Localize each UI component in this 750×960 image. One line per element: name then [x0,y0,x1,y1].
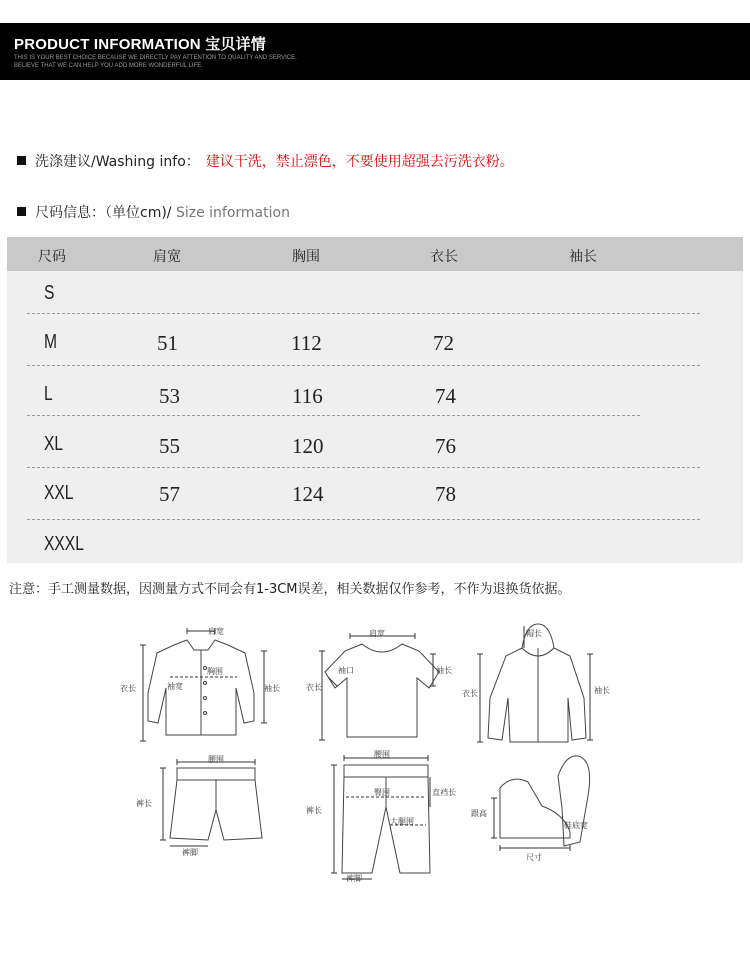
chest-cell: 124 [292,482,324,506]
shoe-width-label: 鞋底宽 [564,821,588,830]
bullet-square-icon [17,207,26,216]
shoe-heel-label: 跟高 [471,809,487,818]
pants-diagram [302,745,472,885]
banner-subtitle [14,54,297,70]
size-cell: XL [44,433,64,455]
row-divider [27,467,700,468]
bullet-square-icon [17,156,26,165]
pants-hip-label: 臀围 [374,788,390,797]
pants-rise-label: 直裆长 [432,788,456,797]
shoulder-cell: 55 [159,434,180,458]
row-divider [27,415,640,416]
tshirt-length-label: 衣长 [306,683,322,692]
shoe-size-label: 尺寸 [526,853,542,862]
banner-title: PRODUCT INFORMATION 宝贝详情 [14,36,267,53]
size-info-label-en: Size information [171,205,290,221]
shoe-diagram [468,748,608,868]
tshirt-cuff-label: 袖口 [338,666,354,675]
size-cell: S [44,282,55,304]
washing-value: 建议干洗，禁止漂色，不要使用超强去污洗衣粉。 [205,154,514,170]
length-cell: 78 [435,482,456,506]
tshirt-diagram [305,624,465,749]
row-divider [27,365,700,366]
size-cell: L [44,383,53,405]
length-cell: 74 [435,384,456,408]
pants-length-label: 裤长 [306,806,322,815]
shorts-diagram [130,750,280,860]
length-cell: 72 [433,331,454,355]
shirt-length-label: 衣长 [120,684,136,693]
measurement-note: 注意：手工测量数据，因测量方式不同会有1-3CM误差，相关数据仅作参考，不作为退换货依据。 [9,582,571,597]
size-cell: M [44,331,58,353]
chest-cell: 116 [292,384,323,408]
shirt-shoulder-label: 肩宽 [208,627,224,636]
shoulder-cell: 51 [157,331,178,355]
header-shoulder: 肩宽 [153,249,181,265]
header-sleeve: 袖长 [569,249,597,265]
pants-waist-label: 腰围 [374,750,390,759]
shirt-diagram [112,623,302,748]
tshirt-shoulder-label: 肩宽 [369,629,385,638]
hoodie-sleeve-length-label: 袖长 [594,686,610,695]
tshirt-sleeve-length-label: 袖长 [436,666,452,675]
row-divider [27,313,700,314]
banner-subtitle-line1: THIS IS YOUR BEST CHOICE BECAUSE WE DIRECTLY PAY ATTENTION TO QUALITY AND SERVICE. [14,55,297,61]
hoodie-length-label: 衣长 [462,689,478,698]
table-header [7,237,743,271]
pants-hem-label: 裤脚 [346,874,362,883]
size-cell: XXXL [44,533,84,555]
shoulder-cell: 53 [159,384,180,408]
shoulder-cell: 57 [159,482,180,506]
shirt-sleeve-length-label: 袖长 [264,684,280,693]
chest-cell: 112 [291,331,322,355]
header-size: 尺码 [38,249,66,265]
hoodie-hood-label: 帽长 [526,629,542,638]
header-banner [0,23,750,80]
shirt-chest-label: 胸围 [207,667,223,676]
chest-cell: 120 [292,434,324,458]
shorts-hem-label: 裤脚 [182,848,198,857]
size-cell: XXL [44,482,74,504]
shorts-length-label: 裤长 [136,799,152,808]
size-info-label: 尺码信息：（单位cm)/ [35,205,172,221]
banner-subtitle-line2: BELIEVE THAT WE CAN HELP YOU ADD MORE WONDERFUL LIFE. [14,63,203,69]
size-info [17,202,290,222]
header-length: 衣长 [430,249,458,265]
header-chest: 胸围 [292,249,320,265]
washing-info [17,151,514,171]
washing-label: 洗涤建议/Washing info： [35,154,200,170]
pants-thigh-label: 大腿围 [390,817,414,826]
shorts-waist-label: 腰围 [208,755,224,764]
size-table [7,237,743,563]
length-cell: 76 [435,434,456,458]
shirt-sleeve-width-label: 袖宽 [167,682,183,691]
row-divider [27,519,700,520]
hoodie-diagram [460,618,630,748]
